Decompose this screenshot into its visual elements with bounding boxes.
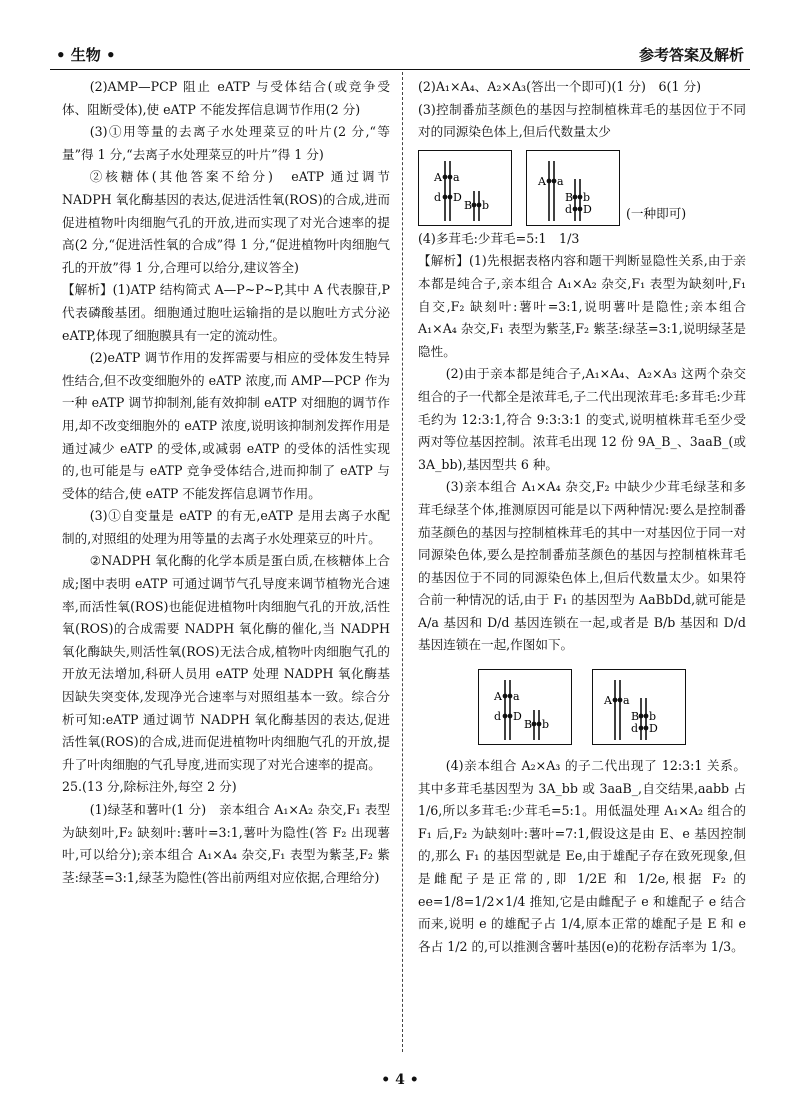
gene-label: D — [513, 710, 522, 724]
gene-label: a — [513, 690, 520, 704]
gene-label: B — [565, 190, 574, 204]
analysis-paragraph: (4)亲本组合 A₂×A₃ 的子二代出现了 12:3:1 关系。其中多茸毛基因型为 3A_bb 或 3aaB_,自交结果,aabb 占 1/6,所以多茸毛:少茸毛=5:1。用低温处理 A₁×A₂ 组合的 F₁ 后,F₂ 为缺刻叶:薯叶=7:1,假设这是由 E、e 基因控制的,那么 F₁ 的基因型就是 Ee,由于雄配子存在致死现象,但是雌配子是正常的,即 1/2E 和 1/2e,根据 F₂ 的 ee=1/8=1/2×1/4 推知,它是由雌配子 e 和雄配子 e 结合而来,说明 e 的雄配子占 1/4,原本正常的雄配子是 E 和 e 各占 1/2 的,可以推测含薯叶基因(e)的花粉存活率为 1/3。 — [418, 758, 746, 954]
analysis-paragraph: (2)eATP 调节作用的发挥需要与相应的受体发生特异性结合,但不改变细胞外的 eATP 浓度,而 AMP—PCP 作为一种 eATP 调节抑制剂,能有效抑制 eATP 对细胞的调节作用,却不改变细胞外的 eATP 浓度,说明该抑制剂发挥作用是通过减少 eATP 的受体,或减弱 eATP 的受体的活性实现的,也可能是与 eATP 竞争受体结合,进而抑制了 eATP 与受体的结合,使 eATP 不能发挥信息调节作用。 — [62, 350, 390, 501]
analysis-paragraph: (2)由于亲本都是纯合子,A₁×A₄、A₂×A₃ 这两个杂交组合的子一代都全是浓茸毛,子二代出现浓茸毛:多茸毛:少茸毛约为 12:3:1,符合 9:3:3:1 的变式,说明植株茸毛至少受两对等位基因控制。浓茸毛出现 12 份 9A_B_、3aaB_(或 3A_bb),基因型共 6 种。 — [418, 366, 746, 472]
gene-label: a — [557, 174, 564, 188]
gene-label: b — [583, 190, 591, 204]
gene-label: B — [631, 710, 640, 724]
chromosome-diagram — [418, 150, 512, 226]
gene-label: D — [453, 190, 462, 204]
gene-label: b — [542, 718, 550, 732]
chromosome-diagram — [592, 669, 686, 745]
analysis-paragraph: (3)①自变量是 eATP 的有无,eATP 是用去离子水配制的,对照组的处理为用等量的去离子水处理菜豆的叶片。 — [62, 508, 390, 546]
gene-label: d — [434, 190, 442, 204]
analysis-paragraph: (3)亲本组合 A₁×A₄ 杂交,F₂ 中缺少少茸毛绿茎和多茸毛绿茎个体,推测原因可能是以下两种情况:要么是控制番茄茎颜色的基因与控制植株茸毛的其中一对基因位于同一对同源染色体,要么是控制番茄茎颜色的基因与控制植株茸毛的基因位于不同的同源染色体上,但后代数量太少。如果符合前一种情况的话,由于 F₁ 的基因型为 AaBbDd,就可能是 A/a 基因和 D/d 基因连锁在一起,或者是 B/b 基因和 D/d 基因连锁在一起,作图如下。 — [418, 479, 746, 653]
gene-label: b — [649, 710, 657, 724]
gene-label: B — [524, 718, 533, 732]
chromosome-drawing — [479, 670, 571, 744]
page-header — [50, 40, 750, 66]
answer-paragraph: (3)控制番茄茎颜色的基因与控制植株茸毛的基因位于不同对的同源染色体上,但后代数量太少 — [418, 101, 746, 140]
question-heading: 25.(13 分,除标注外,每空 2 分) — [62, 779, 237, 795]
analysis-paragraph: 【解析】(1)先根据表格内容和题干判断显隐性关系,由于亲本都是纯合子,亲本组合 A₁×A₂ 杂交,F₁ 表型为缺刻叶,F₁ 自交,F₂ 缺刻叶:薯叶=3:1,说明薯叶是隐性;亲本组合 A₁×A₄ 杂交,F₁ 表型为紫茎,F₂ 紫茎:绿茎=3:1,说明绿茎是隐性。 — [418, 253, 746, 359]
gene-label: d — [494, 710, 502, 724]
chromosome-diagram — [478, 669, 572, 745]
right-column — [418, 76, 746, 958]
chromosome-diagram — [526, 150, 620, 226]
answer-paragraph: (1)绿茎和薯叶(1 分) 亲本组合 A₁×A₂ 杂交,F₁ 表型为缺刻叶,F₂ 缺刻叶:薯叶=3:1,薯叶为隐性(答 F₂ 出现薯叶,可以给分);亲本组合 A₁×A₄ 杂交,F₁ 表型为紫茎,F₂ 紫茎:绿茎=3:1,绿茎为隐性(答出前两组对应依据,合理给分) — [62, 802, 390, 885]
gene-label: d — [565, 202, 573, 216]
chromosome-figure-analysis — [418, 669, 746, 745]
left-column — [62, 76, 390, 889]
gene-label: d — [631, 722, 639, 736]
chromosome-drawing — [419, 151, 511, 225]
chromosome-drawing — [527, 151, 619, 225]
gene-label: b — [482, 198, 490, 212]
analysis-paragraph: ②NADPH 氧化酶的化学本质是蛋白质,在核糖体上合成;图中表明 eATP 可通过调节气孔导度来调节植物光合速率,而活性氧(ROS)也能促进植物叶肉细胞气孔的开放,活性氧(ROS)的合成需要 NADPH 氧化酶的催化,当 NADPH 氧化酶缺失,则活性氧(ROS)无法合成,植物叶肉细胞气孔的开放无法增加,科研人员用 eATP 处理 NADPH 氧化酶基因缺失突变体,发现净光合速率与对照组基本一致。综合分析可知:eATP 通过调节 NADPH 氧化酶基因的表达,促进活性氧(ROS)的合成,进而促进植物叶肉细胞气孔的开放,提升了叶肉细胞的气孔导度,进而实现了对光合速率的提高。 — [62, 553, 390, 772]
answer-paragraph: (2)A₁×A₄、A₂×A₃(答出一个即可)(1 分) 6(1 分) — [418, 79, 701, 94]
answer-paragraph: ②核糖体(其他答案不给分) eATP 通过调节 NADPH 氧化酶基因的表达,促进活性氧(ROS)的合成,进而促进植物叶肉细胞气孔的开放,进而实现了对光合速率的提高(2 分,“促进活性氧的合成”得 1 分,“促进植物叶肉细胞气孔的开放”得 1 分,合理可以给分,建议答全) — [62, 169, 390, 275]
answer-paragraph: (2)AMP—PCP 阻止 eATP 与受体结合(或竞争受体、阻断受体),使 eATP 不能发挥信息调节作用(2 分) — [62, 79, 390, 117]
gene-label: D — [583, 202, 592, 216]
gene-label: D — [649, 722, 658, 736]
gene-label: A — [494, 690, 502, 704]
answer-paragraph: (3)①用等量的去离子水处理菜豆的叶片(2 分,“等量”得 1 分,“去离子水处理菜豆的叶片”得 1 分) — [62, 124, 390, 162]
section-title: 参考答案及解析 — [638, 46, 744, 64]
figure-note: (一种即可) — [626, 206, 687, 222]
answer-paragraph: (4)多茸毛:少茸毛=5:1 1/3 — [418, 230, 580, 246]
subject-label: • 生物 • — [56, 46, 116, 64]
header-rule — [50, 69, 750, 70]
gene-label: a — [623, 694, 630, 708]
gene-label: A — [434, 170, 442, 184]
page-number: • 4 • — [381, 1072, 419, 1088]
analysis-paragraph: 【解析】(1)ATP 结构简式 A—P~P~P,其中 A 代表腺苷,P 代表磷酸基团。细胞通过胞吐运输指的是以胞吐方式分泌 eATP,体现了细胞膜具有一定的流动性。 — [62, 282, 390, 343]
gene-label: a — [453, 170, 460, 184]
column-divider — [402, 72, 403, 1052]
gene-label: A — [604, 694, 612, 708]
chromosome-figure-answer — [418, 150, 746, 226]
gene-label: A — [538, 174, 546, 188]
gene-label: B — [464, 198, 473, 212]
chromosome-drawing — [593, 670, 685, 744]
